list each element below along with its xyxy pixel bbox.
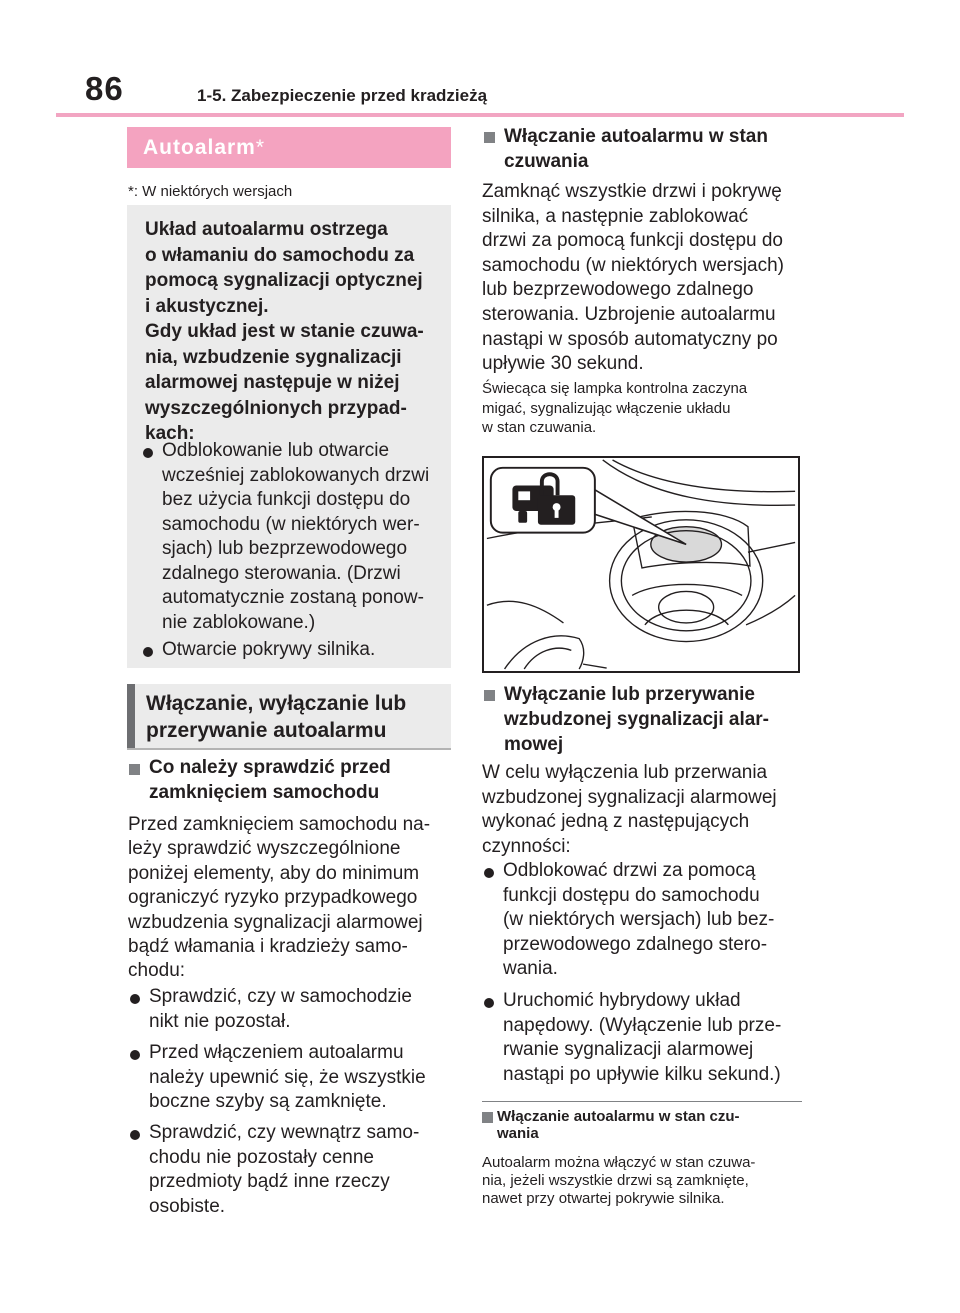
info-bullet-line: nie zablokowane.) <box>162 611 316 633</box>
info-line: wyszczególnionych przypad- <box>145 397 407 419</box>
info-bullet-line: sjach) lub bezprzewodowego <box>162 538 408 559</box>
subhead-line: wzbudzonej sygnalizacji alar- <box>504 709 770 730</box>
subhead-small-line: wania <box>497 1125 539 1142</box>
info-line: i akustycznej. <box>145 295 269 317</box>
paragraph-line: W celu wyłączenia lub przerwania <box>482 762 768 783</box>
section-title <box>143 136 265 160</box>
paragraph-line: sterowania. Uzbrojenie autoalarmu <box>482 304 776 325</box>
paragraph-line: lub bezprzewodowego zdalnego <box>482 279 754 301</box>
bullet-line: (w niektórych wersjach) lub bez- <box>503 909 775 930</box>
bullet-dot <box>143 448 153 458</box>
bullet-line: Przed włączeniem autoalarmu <box>149 1042 404 1063</box>
dashboard-illustration <box>482 456 800 673</box>
paragraph-line: Zamknąć wszystkie drzwi i pokrywę <box>482 181 782 202</box>
subhead-small-line: Włączanie autoalarmu w stan czu- <box>497 1108 740 1125</box>
info-bullet-line: Otwarcie pokrywy silnika. <box>162 639 376 660</box>
info-bullet-line: bez użycia funkcji dostępu do <box>162 489 411 510</box>
bullet-line: boczne szyby są zamknięte. <box>149 1091 387 1112</box>
subhead-square <box>484 132 495 143</box>
paragraph-line: poniżej elementy, aby do minimum <box>128 862 420 884</box>
subsection-rule <box>482 1101 802 1102</box>
bullet-line: funkcji dostępu do samochodu <box>503 884 760 906</box>
bullet-line: rwanie sygnalizacji alarmowej <box>503 1039 754 1060</box>
bullet-line: nastąpi po upływie kilku sekund.) <box>503 1063 781 1085</box>
note-line: Świecąca się lampka kontrolna zaczyna <box>482 380 748 397</box>
section2-bar <box>127 684 135 748</box>
paragraph-line: samochodu (w niektórych wersjach) <box>482 254 785 276</box>
bullet-line: wania. <box>503 958 558 979</box>
info-bullet-line: zdalnego sterowania. (Drzwi <box>162 562 401 584</box>
subhead-line: mowej <box>504 734 564 755</box>
bullet-line: przedmioty bądź inne rzeczy <box>149 1171 390 1192</box>
info-line: o włamaniu do samochodu za <box>145 244 415 266</box>
info-bullet-line: wcześniej zablokowanych drzwi <box>162 464 430 486</box>
bullet-line: Odblokować drzwi za pomocą <box>503 860 756 881</box>
note-line: migać, sygnalizując włączenie układu <box>482 399 731 417</box>
note-line: w stan czuwania. <box>482 419 597 436</box>
header-rule <box>56 113 904 117</box>
chapter-title: 1-5. Zabezpieczenie przed kradzieżą <box>197 86 488 105</box>
info-text <box>145 217 445 447</box>
paragraph-line: upływie 30 sekund. <box>482 353 644 375</box>
paragraph-line: czynności: <box>482 835 571 857</box>
paragraph-line: wzbudzonej sygnalizacji alarmowej <box>482 786 777 808</box>
subhead-line: Wyłączanie lub przerywanie <box>504 684 755 705</box>
bullet-dot <box>130 1050 140 1060</box>
paragraph-line: Przed zamknięciem samochodu na- <box>128 814 431 835</box>
info-line: Gdy układ jest w stanie czuwa- <box>145 321 424 342</box>
paragraph-line: silnika, a następnie zablokować <box>482 205 749 227</box>
paragraph-line: nastąpi w sposób automatyczny po <box>482 328 778 350</box>
info-line: Układ autoalarmu ostrzega <box>145 219 388 240</box>
paragraph-line: drzwi za pomocą funkcji dostępu do <box>482 230 783 252</box>
bullet-dot <box>484 868 494 878</box>
subhead-line: Włączanie autoalarmu w stan <box>504 126 768 147</box>
paragraph-line: bądź włamania i kradzieży samo- <box>128 936 408 957</box>
bullet-dot <box>484 998 494 1008</box>
bullet-line: przewodowego zdalnego stero- <box>503 933 768 955</box>
bullet-line: Sprawdzić, czy w samochodzie <box>149 986 412 1007</box>
note-line: nawet przy otwartej pokrywie silnika. <box>482 1190 725 1207</box>
section2-title <box>146 690 446 744</box>
page-number: 86 <box>85 70 124 107</box>
bullet-line: należy upewnić się, że wszystkie <box>149 1066 426 1088</box>
footnote: *: W niektórych wersjach <box>128 183 293 200</box>
paragraph-line: chodu: <box>128 960 186 982</box>
info-line: pomocą sygnalizacji optycznej <box>145 270 423 291</box>
info-bullet-line: Odblokowanie lub otwarcie <box>162 440 390 461</box>
section-title-mark: * <box>255 136 266 159</box>
section-title-text: Autoalarm <box>143 136 256 159</box>
subhead-line: Co należy sprawdzić przed <box>149 757 391 778</box>
bullet-line: napędowy. (Wyłączenie lub prze- <box>503 1014 782 1036</box>
section2-title-line: przerywanie autoalarmu <box>146 719 387 742</box>
info-line: kach: <box>145 423 195 444</box>
info-line: alarmowej następuje w niżej <box>145 372 400 393</box>
subhead-square <box>129 764 140 775</box>
subhead-square <box>482 1112 493 1123</box>
bullet-line: chodu nie pozostały cenne <box>149 1146 374 1168</box>
subhead-line: zamknięciem samochodu <box>149 782 380 803</box>
paragraph-line: ograniczyć ryzyko przypadkowego <box>128 887 418 909</box>
bullet-line: nikt nie pozostał. <box>149 1010 291 1032</box>
subhead-square <box>484 690 495 701</box>
info-bullet-line: samochodu (w niektórych wer- <box>162 513 420 535</box>
note-line: Autoalarm można włączyć w stan czuwa- <box>482 1154 756 1171</box>
bullet-line: Uruchomić hybrydowy układ <box>503 990 741 1011</box>
subhead-line: czuwania <box>504 151 589 172</box>
paragraph-line: leży sprawdzić wyszczególnione <box>128 838 401 860</box>
bullet-dot <box>130 994 140 1004</box>
bullet-dot <box>130 1130 140 1140</box>
paragraph-line: wzbudzenia sygnalizacji alarmowej <box>128 911 423 933</box>
paragraph-line: wykonać jedną z następujących <box>482 811 750 832</box>
section2-title-line: Włączanie, wyłączanie lub <box>146 692 407 715</box>
bullet-line: Sprawdzić, czy wewnątrz samo- <box>149 1122 420 1143</box>
bullet-dot <box>143 647 153 657</box>
note-line: nia, jeżeli wszystkie drzwi są zamknięte, <box>482 1172 749 1189</box>
info-bullet-line: automatycznie zostaną ponow- <box>162 587 424 608</box>
info-line: nia, wzbudzenie sygnalizacji <box>145 346 402 368</box>
bullet-line: osobiste. <box>149 1195 226 1217</box>
